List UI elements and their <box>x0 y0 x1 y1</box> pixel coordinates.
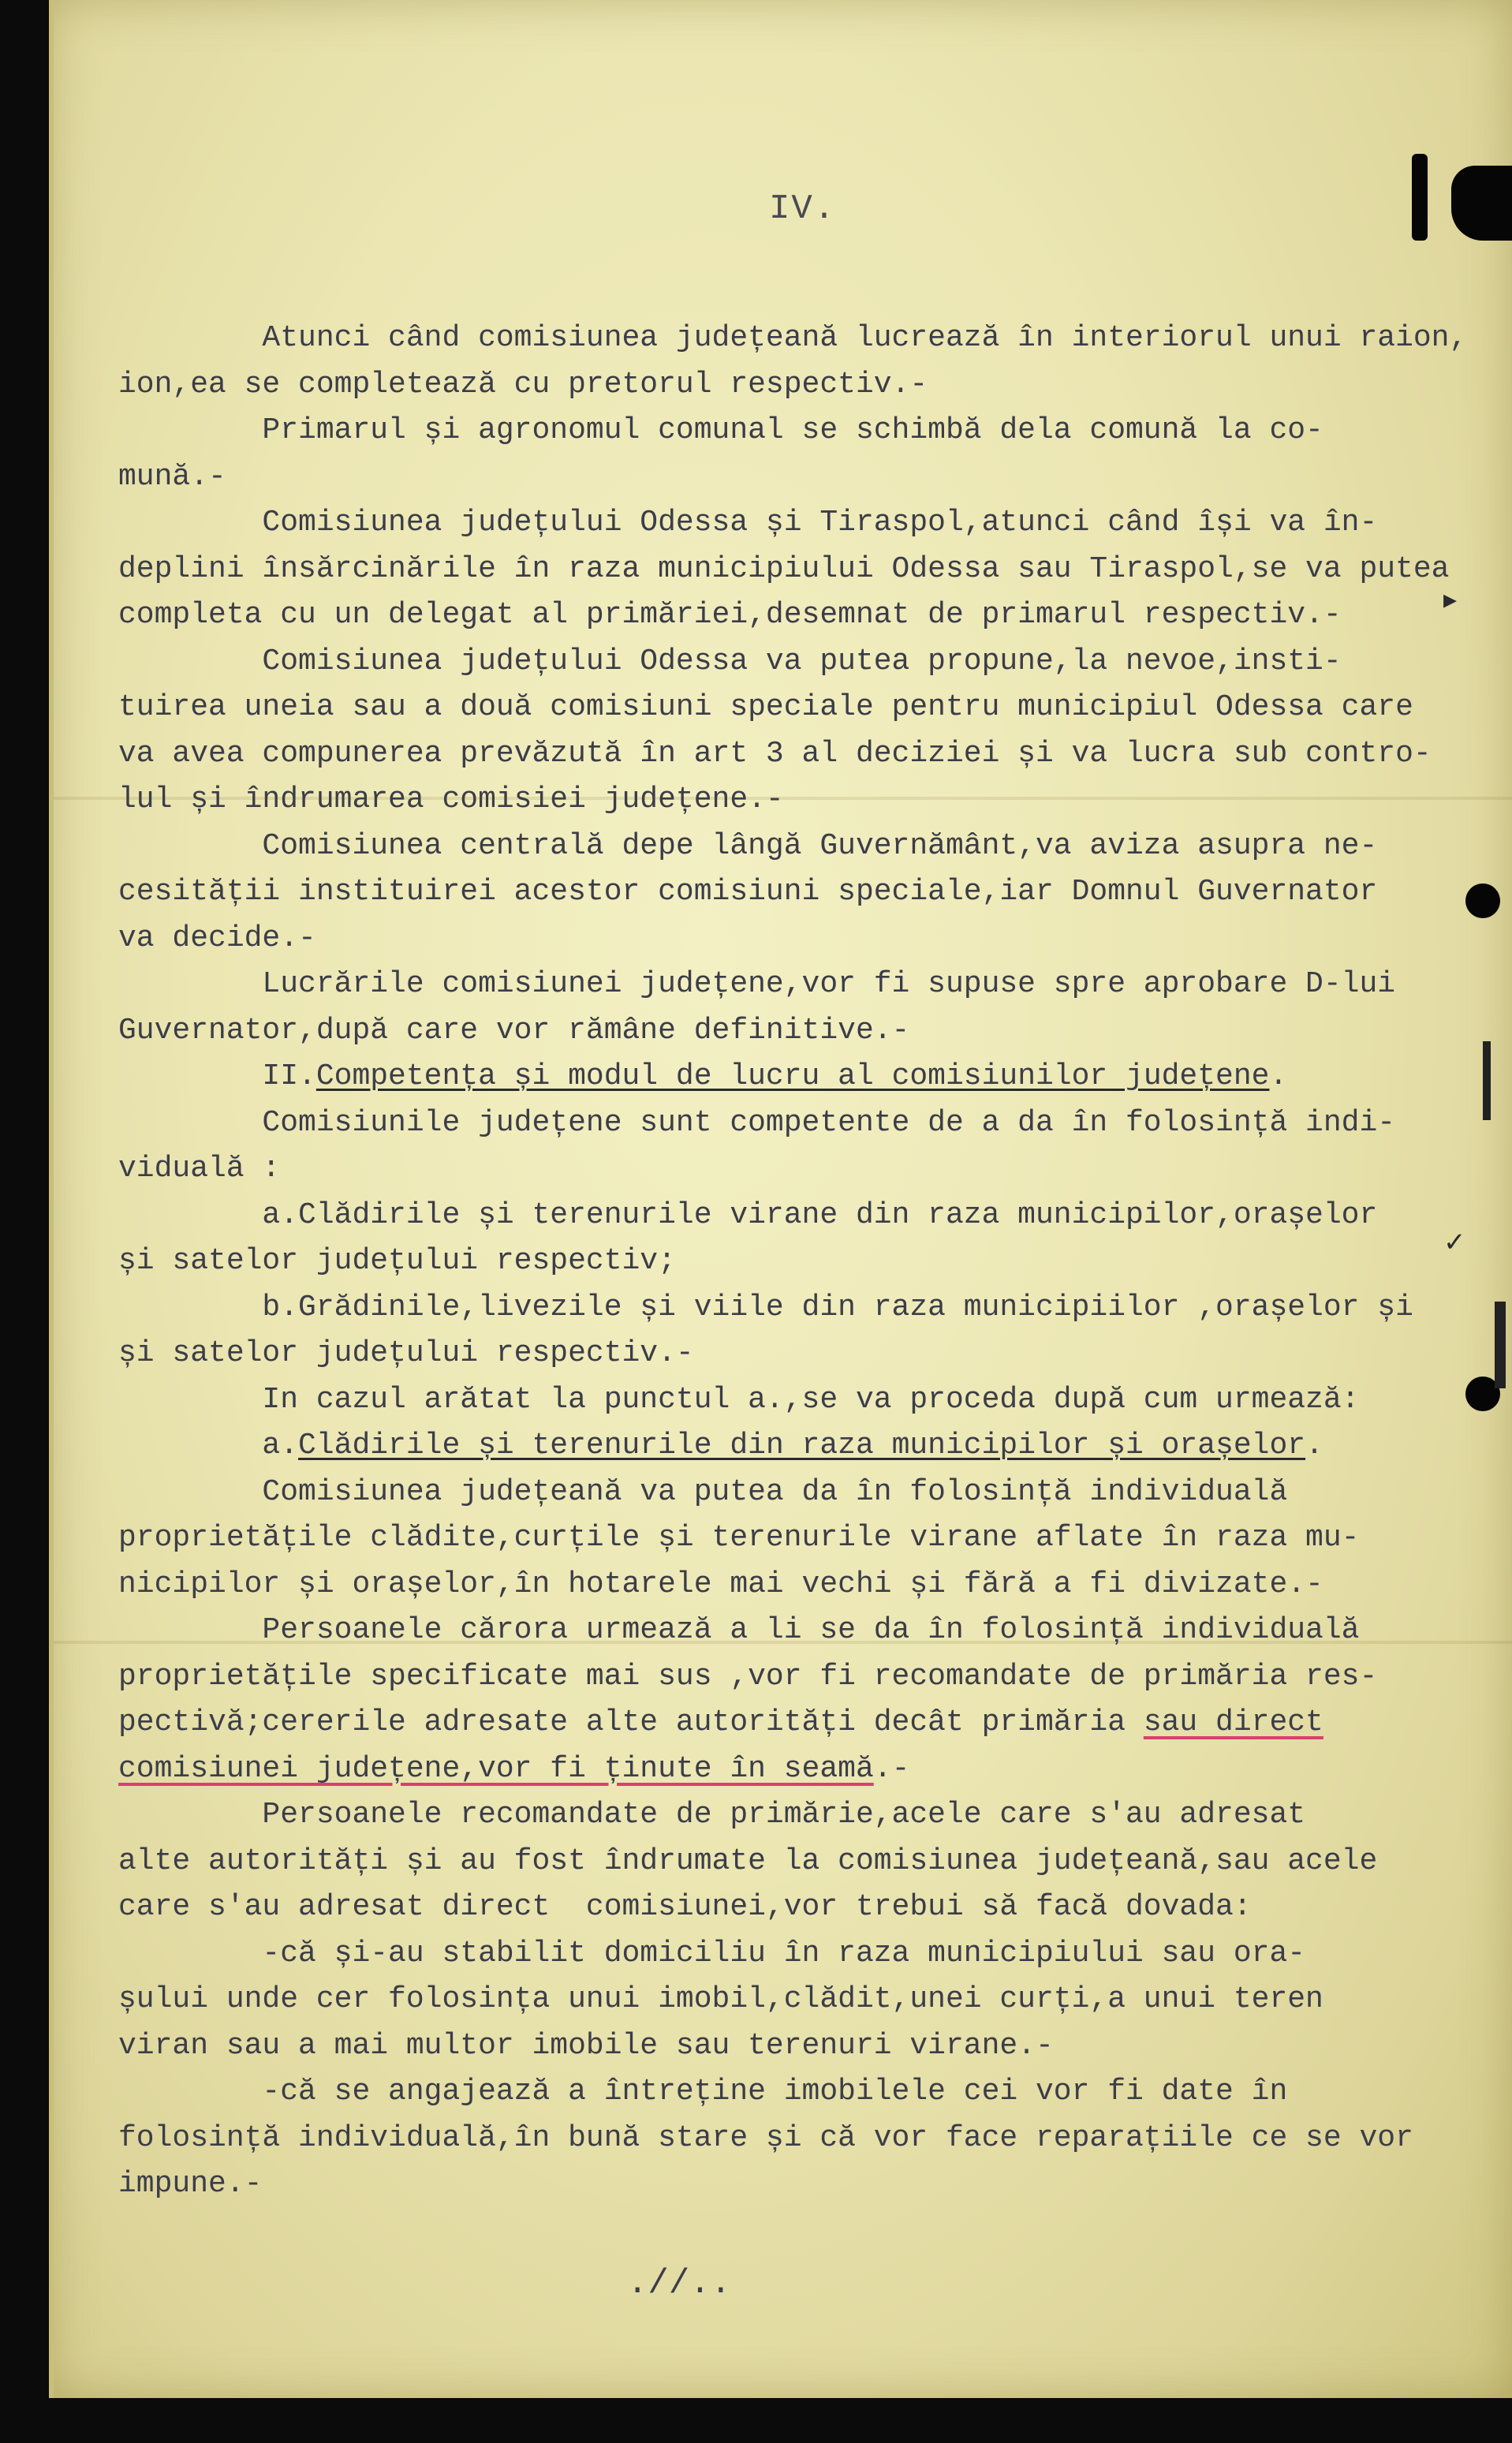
underlined-heading: Clădirile și terenurile din raza municipilor și orașelor <box>298 1429 1306 1462</box>
text-segment: .- <box>873 1751 910 1786</box>
text-line: proprietățile specificate mai sus ,vor fi recomandate de primăria res- <box>118 1659 1378 1694</box>
text-line: completa cu un delegat al primăriei,desemnat de primarul respectiv.- <box>118 598 1342 632</box>
text-line: proprietățile clădite,curțile și terenurile virane aflate în raza mu- <box>118 1521 1360 1555</box>
margin-tick: ✓ <box>1443 1227 1466 1257</box>
text-line: -că se angajează a întreține imobilele cei vor fi date în <box>118 2075 1288 2109</box>
text-line: alte autorități și au fost îndrumate la comisiunea județeană,sau acele <box>118 1843 1378 1878</box>
text-line: In cazul arătat la punctul a.,se va proceda după cum urmează: <box>118 1382 1360 1417</box>
torn-edge-mark <box>1451 166 1512 241</box>
text-segment: pectivă;cererile adresate alte autorități decât primăria <box>118 1705 1144 1739</box>
paper-edge <box>49 0 54 2398</box>
text-line: ion,ea se completează cu pretorul respectiv.- <box>118 367 928 402</box>
document-body <box>118 316 1491 2208</box>
text-line: impune.- <box>118 2167 263 2201</box>
text-line: b.Grădinile,livezile și viile din raza municipiilor ,orașelor și <box>118 1290 1413 1324</box>
text-line: nicipilor și orașelor,în hotarele mai vechi și fără a fi divizate.- <box>118 1567 1323 1601</box>
text-segment: a. <box>118 1429 299 1462</box>
text-line: Persoanele recomandate de primărie,acele care s'au adresat <box>118 1798 1306 1832</box>
text-line: Persoanele cărora urmează a li se da în folosință individuală <box>118 1613 1360 1647</box>
text-segment: II. <box>118 1059 316 1093</box>
text-line: și satelor județului respectiv; <box>118 1244 676 1278</box>
text-line <box>118 1423 1491 1470</box>
text-line: -că și-au stabilit domiciliu în raza municipiului sau ora- <box>118 1936 1306 1970</box>
text-line: Comisiunea județului Odessa și Tiraspol,atunci când își va în- <box>118 506 1378 540</box>
text-line: Comisiunea județului Odessa va putea propune,la nevoe,insti- <box>118 644 1342 678</box>
margin-mark <box>1495 1302 1506 1388</box>
text-line: viran sau a mai multor imobile sau terenuri virane.- <box>118 2028 1054 2063</box>
text-line: tuirea uneia sau a două comisiuni speciale pentru municipiul Odessa care <box>118 690 1413 724</box>
text-line: mună.- <box>118 459 226 494</box>
text-line <box>118 1746 1491 1793</box>
text-line: Guvernator,după care vor rămâne definitive.- <box>118 1013 910 1048</box>
text-line: Primarul și agronomul comunal se schimbă dela comună la co- <box>118 413 1323 447</box>
text-segment: . <box>1305 1429 1323 1462</box>
text-segment: . <box>1269 1059 1288 1093</box>
page-number: IV. <box>769 189 837 229</box>
red-underlined-text: sau direct <box>1143 1705 1323 1739</box>
text-line: Comisiunile județene sunt competente de a da în folosință indi- <box>118 1105 1396 1140</box>
text-line <box>118 1700 1491 1746</box>
page-footer: .//.. <box>627 2264 732 2303</box>
text-line: șului unde cer folosința unui imobil,clădit,unei curți,a unui teren <box>118 1982 1323 2016</box>
text-line: Atunci când comisiunea județeană lucrează în interiorul unui raion, <box>118 321 1468 355</box>
text-line: lul și îndrumarea comisiei județene.- <box>118 783 784 816</box>
text-line: și satelor județului respectiv.- <box>118 1336 694 1370</box>
text-line: folosință individuală,în bună stare și că vor face reparațiile ce se vor <box>118 2120 1413 2155</box>
torn-edge-mark <box>1412 154 1428 241</box>
text-line <box>118 1054 1491 1100</box>
text-line: care s'au adresat direct comisiunei,vor trebui să facă dovada: <box>118 1890 1252 1924</box>
text-line: deplini însărcinările în raza municipiului Odessa sau Tiraspol,se va putea <box>118 551 1450 586</box>
text-line: Lucrările comisiunei județene,vor fi supuse spre aprobare D-lui <box>118 967 1396 1001</box>
text-line: cesității instituirei acestor comisiuni speciale,iar Domnul Guvernator <box>118 875 1378 909</box>
text-line: Comisiunea județeană va putea da în folosință individuală <box>118 1474 1288 1509</box>
text-line: va avea compunerea prevăzută în art 3 al deciziei și va lucra sub contro- <box>118 736 1432 771</box>
text-line: viduală : <box>118 1152 281 1186</box>
text-line: Comisiunea centrală depe lângă Guvernământ,va aviza asupra ne- <box>118 828 1378 863</box>
underlined-heading: Competența și modul de lucru al comisiunilor județene <box>315 1059 1270 1093</box>
margin-tick: ▸ <box>1443 585 1458 614</box>
red-underlined-text: comisiunei județene,vor fi ținute în seamă <box>118 1751 874 1786</box>
text-line: va decide.- <box>118 921 316 955</box>
text-line: a.Clădirile și terenurile virane din raza municipilor,orașelor <box>118 1197 1378 1232</box>
